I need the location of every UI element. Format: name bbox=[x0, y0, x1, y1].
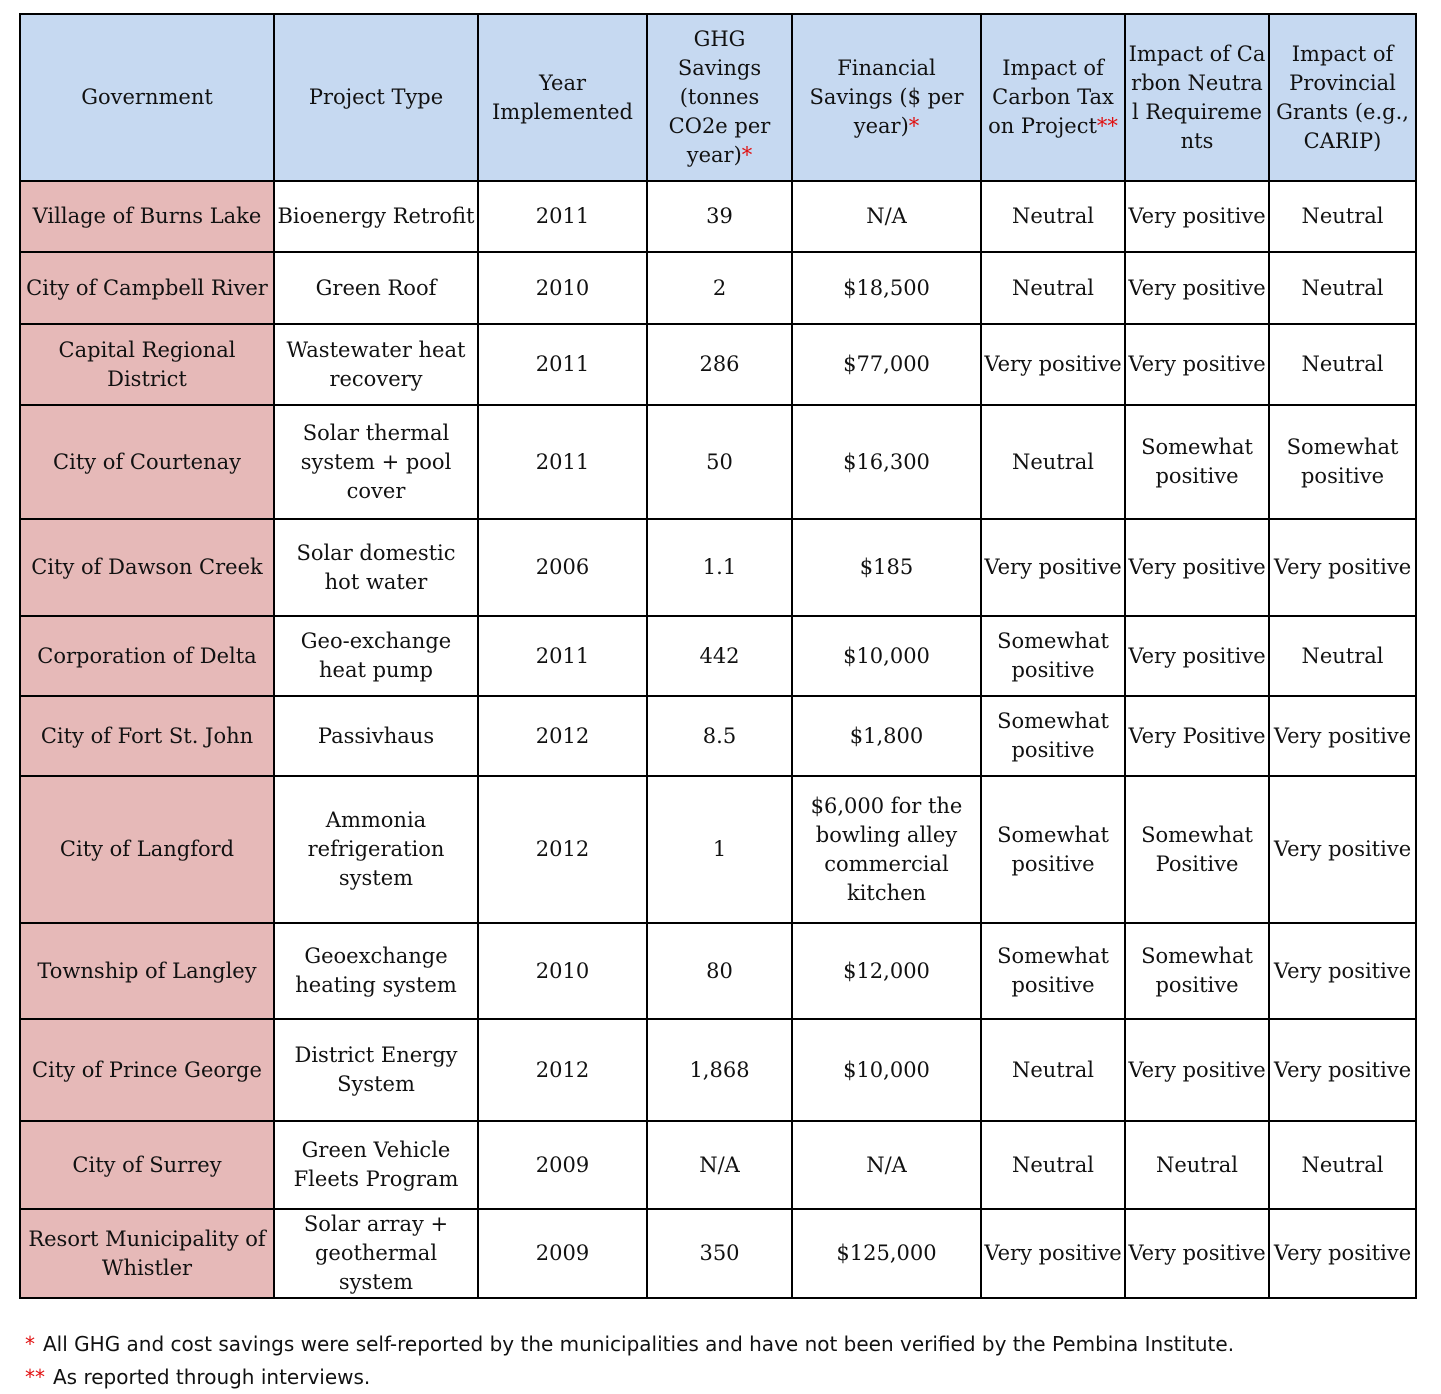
cell-financial-savings: $12,000 bbox=[792, 923, 981, 1019]
cell-grants-impact: Neutral bbox=[1269, 324, 1416, 405]
cell-government: City of Langford bbox=[20, 776, 274, 923]
cell-financial-savings: $185 bbox=[792, 519, 981, 616]
cell-ghg-savings: 50 bbox=[647, 405, 792, 519]
cell-government: Resort Municipality of Whistler bbox=[20, 1209, 274, 1298]
cell-ghg-savings: 442 bbox=[647, 616, 792, 696]
header-carbon-neutral: Impact of Carbon Neutral Requirements bbox=[1125, 14, 1269, 181]
cell-financial-savings: $10,000 bbox=[792, 616, 981, 696]
cell-financial-savings: $1,800 bbox=[792, 696, 981, 776]
cell-project-type: Solar domestic hot water bbox=[274, 519, 478, 616]
header-year: Year Implemented bbox=[478, 14, 647, 181]
cell-financial-savings: $18,500 bbox=[792, 252, 981, 324]
table-row bbox=[20, 181, 1416, 252]
cell-grants-impact: Neutral bbox=[1269, 252, 1416, 324]
cell-carbon-tax-impact: Somewhat positive bbox=[981, 923, 1125, 1019]
table-row bbox=[20, 252, 1416, 324]
cell-carbon-tax-impact: Neutral bbox=[981, 252, 1125, 324]
cell-ghg-savings: 2 bbox=[647, 252, 792, 324]
header-row bbox=[20, 14, 1416, 181]
cell-government: City of Courtenay bbox=[20, 405, 274, 519]
cell-carbon-neutral-impact: Very positive bbox=[1125, 1019, 1269, 1121]
table-row bbox=[20, 1019, 1416, 1121]
cell-year: 2010 bbox=[478, 252, 647, 324]
cell-carbon-neutral-impact: Somewhat Positive bbox=[1125, 776, 1269, 923]
cell-year: 2010 bbox=[478, 923, 647, 1019]
cell-grants-impact: Very positive bbox=[1269, 696, 1416, 776]
header-ghg: GHG Savings (tonnes CO2e per year)* bbox=[647, 14, 792, 181]
cell-carbon-neutral-impact: Very positive bbox=[1125, 324, 1269, 405]
cell-project-type: Solar thermal system + pool cover bbox=[274, 405, 478, 519]
footnote-2: ** As reported through interviews. bbox=[25, 1365, 371, 1389]
table-row bbox=[20, 776, 1416, 923]
header-project-type: Project Type bbox=[274, 14, 478, 181]
cell-grants-impact: Very positive bbox=[1269, 923, 1416, 1019]
cell-government: Corporation of Delta bbox=[20, 616, 274, 696]
cell-project-type: District Energy System bbox=[274, 1019, 478, 1121]
cell-government: City of Campbell River bbox=[20, 252, 274, 324]
cell-government: City of Fort St. John bbox=[20, 696, 274, 776]
footnotes bbox=[25, 1328, 1425, 1394]
header-financial: Financial Savings ($ per year)* bbox=[792, 14, 981, 181]
cell-carbon-tax-impact: Neutral bbox=[981, 1121, 1125, 1209]
cell-carbon-tax-impact: Neutral bbox=[981, 1019, 1125, 1121]
cell-year: 2006 bbox=[478, 519, 647, 616]
cell-year: 2011 bbox=[478, 324, 647, 405]
cell-carbon-neutral-impact: Very positive bbox=[1125, 616, 1269, 696]
cell-project-type: Wastewater heat recovery bbox=[274, 324, 478, 405]
cell-financial-savings: $6,000 for the bowling alley commercial kitchen bbox=[792, 776, 981, 923]
table-row bbox=[20, 519, 1416, 616]
cell-grants-impact: Very positive bbox=[1269, 1209, 1416, 1298]
cell-carbon-tax-impact: Somewhat positive bbox=[981, 776, 1125, 923]
cell-carbon-neutral-impact: Very positive bbox=[1125, 252, 1269, 324]
cell-carbon-neutral-impact: Very positive bbox=[1125, 1209, 1269, 1298]
cell-grants-impact: Very positive bbox=[1269, 776, 1416, 923]
cell-financial-savings: N/A bbox=[792, 181, 981, 252]
cell-grants-impact: Very positive bbox=[1269, 1019, 1416, 1121]
header-carbon-tax: Impact of Carbon Tax on Project** bbox=[981, 14, 1125, 181]
cell-ghg-savings: N/A bbox=[647, 1121, 792, 1209]
cell-financial-savings: $16,300 bbox=[792, 405, 981, 519]
cell-carbon-neutral-impact: Neutral bbox=[1125, 1121, 1269, 1209]
table-row bbox=[20, 923, 1416, 1019]
cell-financial-savings: $77,000 bbox=[792, 324, 981, 405]
cell-carbon-neutral-impact: Very positive bbox=[1125, 519, 1269, 616]
table-row bbox=[20, 696, 1416, 776]
cell-government: Village of Burns Lake bbox=[20, 181, 274, 252]
cell-government: City of Prince George bbox=[20, 1019, 274, 1121]
cell-carbon-neutral-impact: Very positive bbox=[1125, 181, 1269, 252]
cell-grants-impact: Neutral bbox=[1269, 1121, 1416, 1209]
cell-carbon-tax-impact: Neutral bbox=[981, 181, 1125, 252]
cell-financial-savings: N/A bbox=[792, 1121, 981, 1209]
cell-grants-impact: Neutral bbox=[1269, 181, 1416, 252]
cell-ghg-savings: 1.1 bbox=[647, 519, 792, 616]
cell-project-type: Passivhaus bbox=[274, 696, 478, 776]
header-grants: Impact of Provincial Grants (e.g., CARIP) bbox=[1269, 14, 1416, 181]
cell-year: 2012 bbox=[478, 696, 647, 776]
footnote-1: * All GHG and cost savings were self-reported by the municipalities and have not been verified by the Pembina Institute. bbox=[25, 1332, 1235, 1356]
table-row bbox=[20, 324, 1416, 405]
cell-ghg-savings: 350 bbox=[647, 1209, 792, 1298]
cell-carbon-neutral-impact: Very Positive bbox=[1125, 696, 1269, 776]
cell-project-type: Solar array + geothermal system bbox=[274, 1209, 478, 1298]
cell-year: 2012 bbox=[478, 776, 647, 923]
cell-carbon-tax-impact: Very positive bbox=[981, 324, 1125, 405]
cell-carbon-tax-impact: Very positive bbox=[981, 1209, 1125, 1298]
cell-project-type: Ammonia refrigeration system bbox=[274, 776, 478, 923]
cell-project-type: Geo-exchange heat pump bbox=[274, 616, 478, 696]
cell-year: 2012 bbox=[478, 1019, 647, 1121]
header-government: Government bbox=[20, 14, 274, 181]
cell-financial-savings: $10,000 bbox=[792, 1019, 981, 1121]
cell-government: Township of Langley bbox=[20, 923, 274, 1019]
table-row bbox=[20, 1121, 1416, 1209]
cell-project-type: Geoexchange heating system bbox=[274, 923, 478, 1019]
cell-government: City of Surrey bbox=[20, 1121, 274, 1209]
cell-ghg-savings: 39 bbox=[647, 181, 792, 252]
cell-year: 2011 bbox=[478, 405, 647, 519]
cell-carbon-tax-impact: Somewhat positive bbox=[981, 696, 1125, 776]
cell-year: 2011 bbox=[478, 616, 647, 696]
cell-year: 2009 bbox=[478, 1121, 647, 1209]
cell-carbon-neutral-impact: Somewhat positive bbox=[1125, 923, 1269, 1019]
cell-project-type: Bioenergy Retrofit bbox=[274, 181, 478, 252]
cell-grants-impact: Somewhat positive bbox=[1269, 405, 1416, 519]
cell-grants-impact: Very positive bbox=[1269, 519, 1416, 616]
cell-carbon-tax-impact: Neutral bbox=[981, 405, 1125, 519]
cell-government: City of Dawson Creek bbox=[20, 519, 274, 616]
cell-carbon-tax-impact: Somewhat positive bbox=[981, 616, 1125, 696]
cell-ghg-savings: 1,868 bbox=[647, 1019, 792, 1121]
cell-year: 2011 bbox=[478, 181, 647, 252]
table-row bbox=[20, 1209, 1416, 1298]
cell-government: Capital Regional District bbox=[20, 324, 274, 405]
table-row bbox=[20, 405, 1416, 519]
projects-table bbox=[19, 13, 1417, 1299]
cell-carbon-tax-impact: Very positive bbox=[981, 519, 1125, 616]
cell-project-type: Green Roof bbox=[274, 252, 478, 324]
cell-ghg-savings: 8.5 bbox=[647, 696, 792, 776]
cell-financial-savings: $125,000 bbox=[792, 1209, 981, 1298]
cell-ghg-savings: 80 bbox=[647, 923, 792, 1019]
table-row bbox=[20, 616, 1416, 696]
cell-carbon-neutral-impact: Somewhat positive bbox=[1125, 405, 1269, 519]
cell-grants-impact: Neutral bbox=[1269, 616, 1416, 696]
cell-year: 2009 bbox=[478, 1209, 647, 1298]
cell-ghg-savings: 1 bbox=[647, 776, 792, 923]
cell-project-type: Green Vehicle Fleets Program bbox=[274, 1121, 478, 1209]
cell-ghg-savings: 286 bbox=[647, 324, 792, 405]
